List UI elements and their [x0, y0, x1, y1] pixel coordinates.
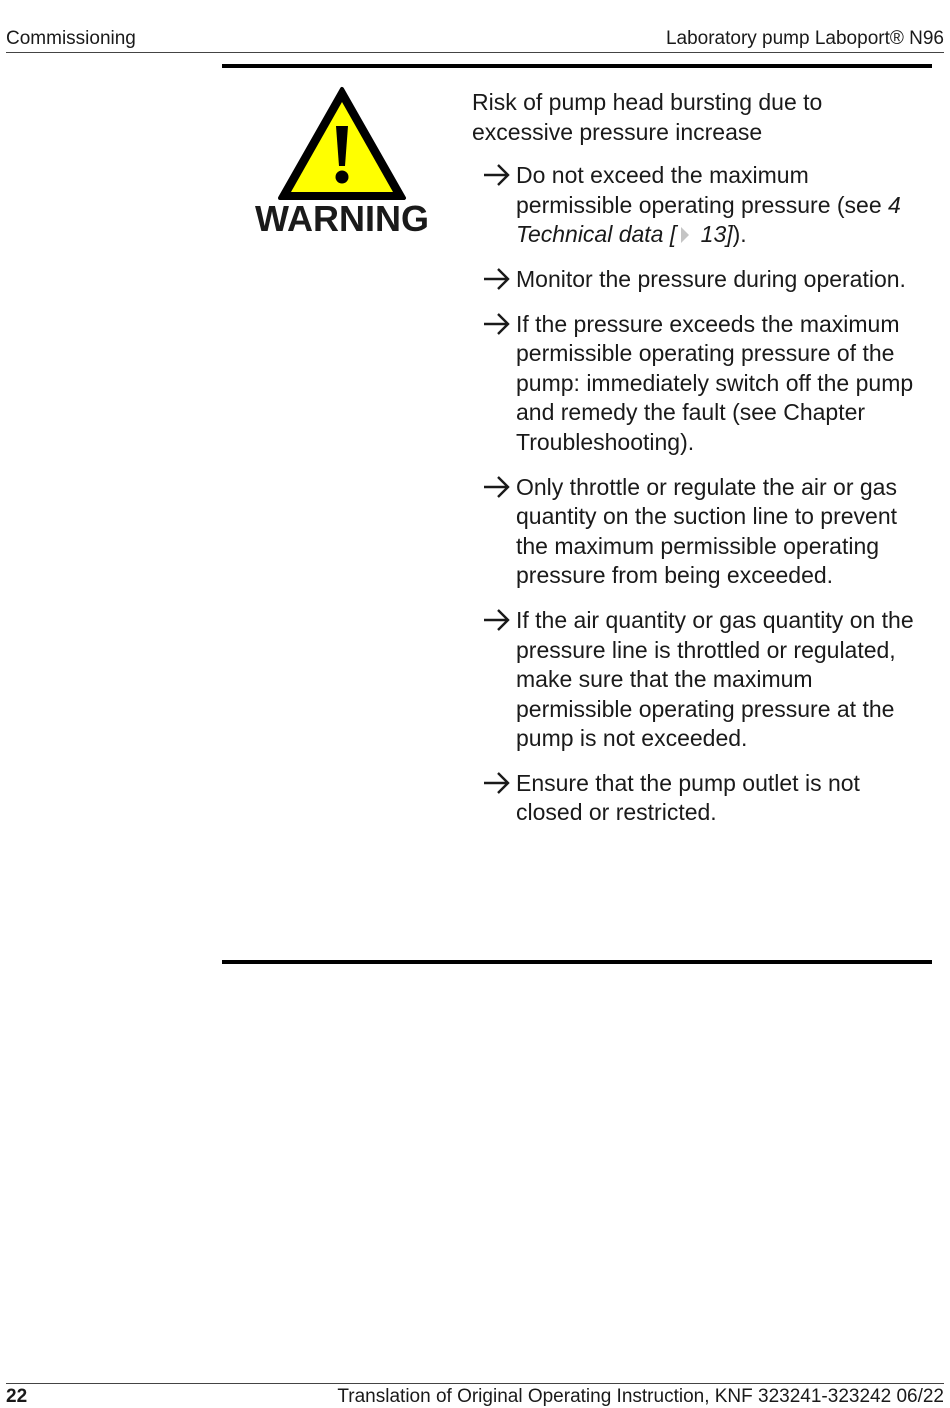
arrow-right-icon	[482, 162, 512, 188]
instruction-item	[472, 769, 927, 828]
document-reference: Translation of Original Operating Instruction, KNF 323241-323242 06/22	[337, 1386, 944, 1407]
instruction-item	[472, 161, 927, 250]
technical-data-link-text[interactable]: 4 Technical data [	[516, 191, 901, 248]
instruction-text: Do not exceed the maximum permissible operating pressure (see	[516, 162, 889, 218]
page-header	[6, 26, 944, 53]
instruction-item	[472, 265, 927, 295]
instruction-text: If the air quantity or gas quantity on the pressure line is throttled or regulated, make sure that the maximum permissible operating pressure at the pump is not exceeded.	[516, 606, 914, 752]
warning-triangle-icon	[277, 86, 407, 202]
warning-headline: Risk of pump head bursting due to excessive pressure increase	[472, 89, 823, 145]
section-title: Commissioning	[6, 28, 136, 49]
arrow-right-icon	[482, 266, 512, 292]
warning-notice	[222, 64, 932, 964]
arrow-right-icon	[482, 770, 512, 796]
instruction-item	[472, 310, 927, 458]
instruction-item	[472, 606, 927, 754]
technical-data-link-page[interactable]: 13]	[694, 221, 733, 248]
page-reference-arrow-icon	[680, 226, 690, 244]
instruction-text-end: ).	[732, 221, 747, 248]
bottom-divider	[222, 960, 932, 964]
top-divider	[222, 64, 932, 68]
instruction-text: Ensure that the pump outlet is not closed or restricted.	[516, 769, 860, 826]
arrow-right-icon	[482, 607, 512, 633]
instruction-item	[472, 473, 927, 591]
instruction-text: Monitor the pressure during operation.	[516, 265, 906, 292]
warning-content	[472, 88, 927, 843]
arrow-right-icon	[482, 311, 512, 337]
instruction-text: If the pressure exceeds the maximum permissible operating pressure of the pump: immediately switch off the pump and remedy the fault (see Chapter Troubleshooting).	[516, 310, 914, 455]
arrow-right-icon	[482, 474, 512, 500]
signal-word: WARNING	[255, 198, 429, 239]
page-footer	[6, 1383, 944, 1408]
product-title: Laboratory pump Laboport® N96	[665, 28, 944, 49]
page-number: 22	[6, 1386, 28, 1407]
instruction-text: Only throttle or regulate the air or gas quantity on the suction line to prevent the maximum permissible operating pressure from being exceeded.	[516, 473, 898, 589]
